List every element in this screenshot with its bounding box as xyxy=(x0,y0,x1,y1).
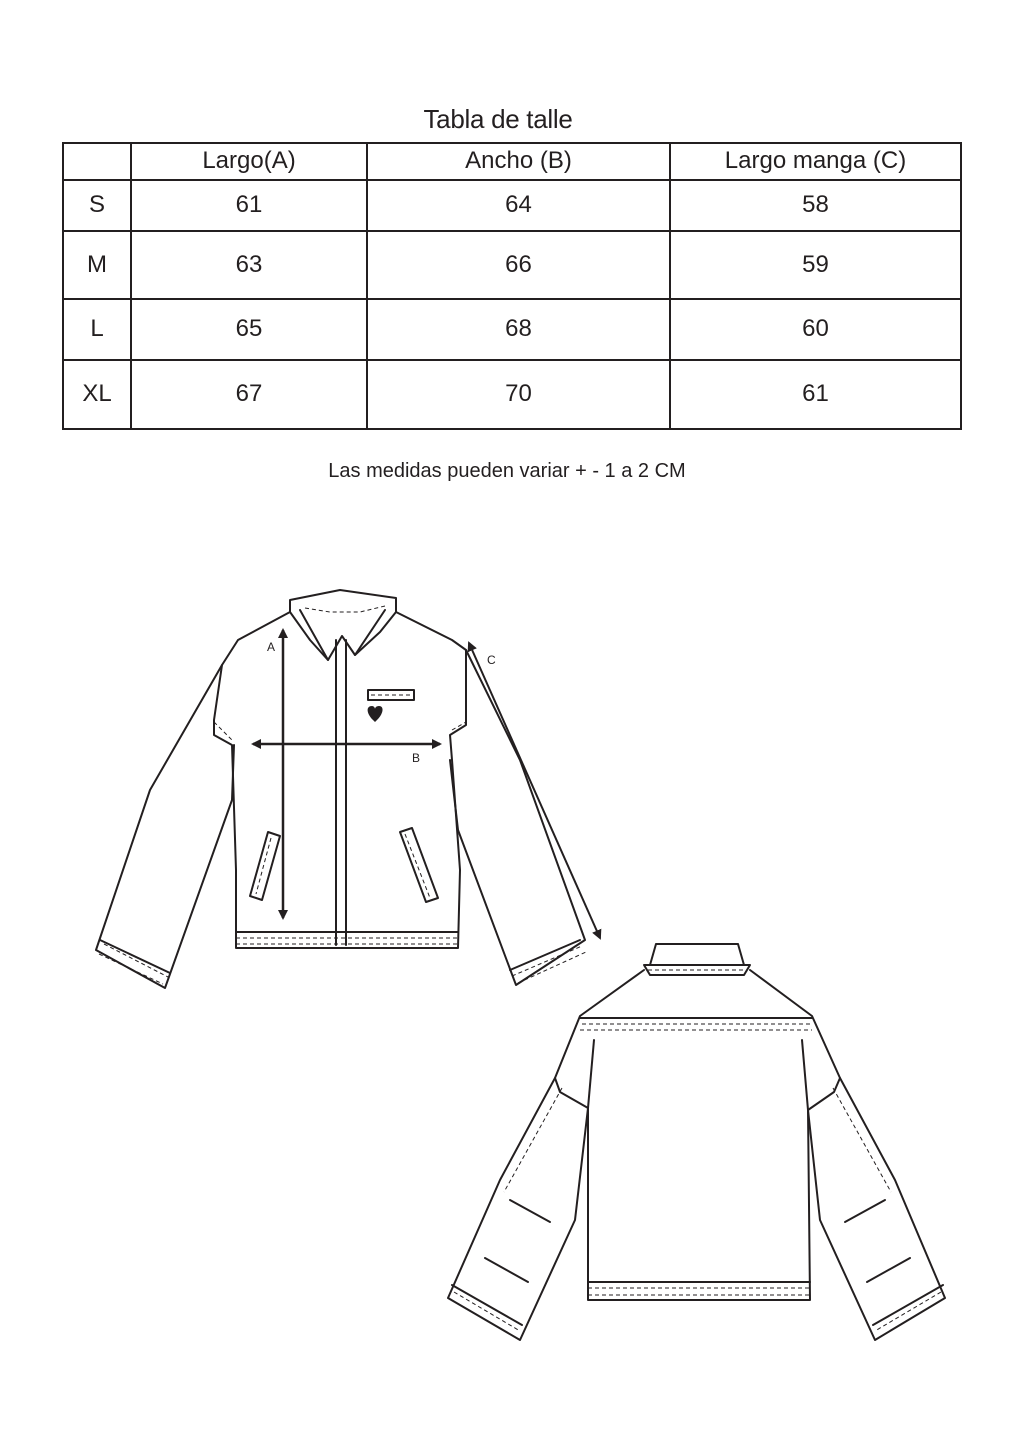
table-row xyxy=(63,299,961,360)
table-row xyxy=(63,360,961,429)
manga-cell: 58 xyxy=(670,180,961,231)
label-a: A xyxy=(267,640,276,654)
header-cell-manga: Largo manga (C) xyxy=(670,143,961,180)
manga-cell: 61 xyxy=(670,360,961,429)
jacket-back xyxy=(448,944,945,1340)
manga-cell: 59 xyxy=(670,231,961,299)
table-row xyxy=(63,180,961,231)
ancho-cell: 70 xyxy=(367,360,670,429)
header-cell-ancho: Ancho (B) xyxy=(367,143,670,180)
largo-cell: 67 xyxy=(131,360,367,429)
ancho-cell: 68 xyxy=(367,299,670,360)
page-title: Tabla de talle xyxy=(423,104,573,134)
heart-icon xyxy=(368,706,383,722)
largo-cell: 63 xyxy=(131,231,367,299)
size-cell: XL xyxy=(63,360,131,429)
jacket-front xyxy=(96,590,600,988)
header-cell-largo: Largo(A) xyxy=(131,143,367,180)
size-table xyxy=(62,142,962,430)
measure-c-arrow xyxy=(469,643,600,938)
ancho-cell: 64 xyxy=(367,180,670,231)
table-header-row xyxy=(63,143,961,180)
size-cell: M xyxy=(63,231,131,299)
size-cell: L xyxy=(63,299,131,360)
largo-cell: 65 xyxy=(131,299,367,360)
manga-cell: 60 xyxy=(670,299,961,360)
label-b: B xyxy=(412,751,421,765)
largo-cell: 61 xyxy=(131,180,367,231)
ancho-cell: 66 xyxy=(367,231,670,299)
size-cell: S xyxy=(63,180,131,231)
table-row xyxy=(63,231,961,299)
jacket-diagram xyxy=(0,560,1024,1447)
measurement-note: Las medidas pueden variar + - 1 a 2 CM xyxy=(328,460,686,482)
header-cell-empty xyxy=(63,143,131,180)
label-c: C xyxy=(487,653,496,667)
